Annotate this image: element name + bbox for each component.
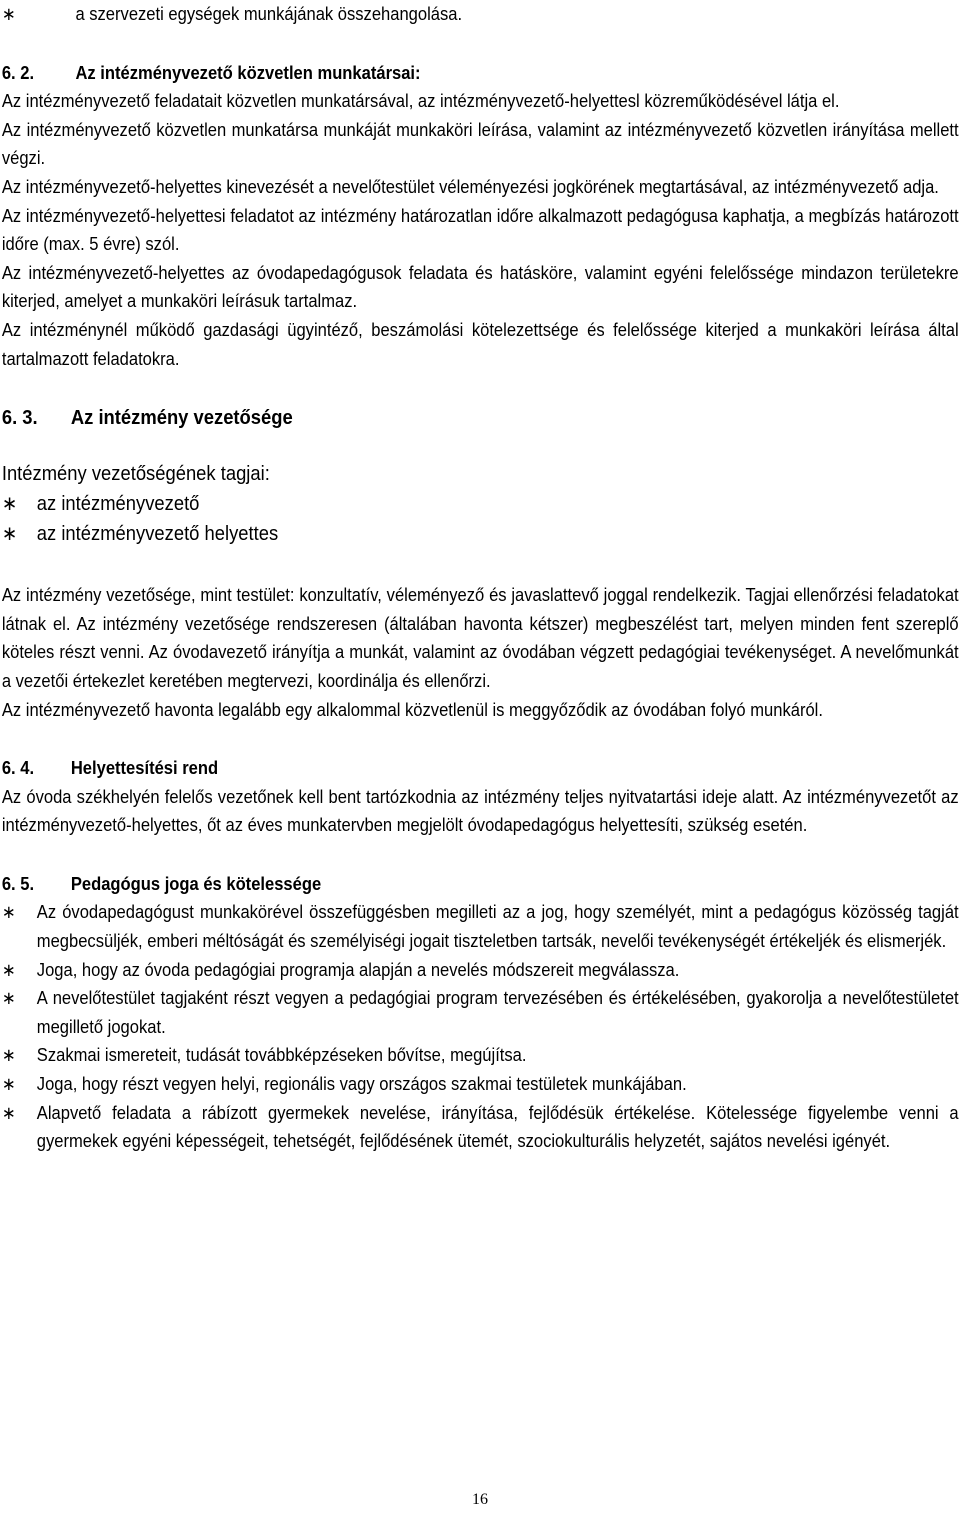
rights-text: Szakmai ismereteit, tudását továbbképzéseken bővítse, megújítsa.: [36, 1045, 527, 1066]
spacer: [2, 373, 959, 403]
bullet-asterisk-icon: ∗: [1, 1102, 16, 1123]
paragraph: Az intézmény vezetősége, mint testület: konzultatív, véleményező és javaslattevő joggal rendelkezik. Tagjai ellenőrzési feladatokat látnak el. Az intézmény vezetősége rendszeresen (általában havonta kétszer) megbeszélést tart, melyen minden fent szereplő köteles részt venni. Az óvodavezető irányítja a munkát, valamint az óvodában végzett pedagógiai tevékenységet. A nevelőmunkát a vezetői értekezlet keretében megtervezi, koordinálja és ellenőrzi.: [1, 585, 959, 691]
bullet-text: a szervezeti egységek munkájának összehangolása.: [75, 4, 463, 24]
bullet-asterisk-icon: ∗: [1, 493, 18, 516]
section-title: Az intézményvezető közvetlen munkatársai:: [75, 62, 421, 83]
bullet-asterisk-icon: ∗: [1, 1074, 16, 1095]
paragraph: Az intézményvezető-helyettesi feladatot az intézmény határozatlan időre alkalmazott pedagógusa kaphatja, a megbízás határozott időre (max. 5 évre) szól.: [1, 205, 959, 255]
rights-item: [2, 1041, 959, 1070]
rights-text: Az óvodapedagógust munkakörével összefüggésben megilleti az a jog, hogy személyét, mint a pedagógus közösség tagját megbecsüljék, emberi méltóságát és személyiségi jogait tiszteletben tartsák, nevelői tevékenységét értékeljék és elismerjék.: [36, 902, 959, 952]
bullet-asterisk-icon: ∗: [1, 959, 16, 980]
section-number: 6. 3.: [1, 407, 38, 430]
section-title: Pedagógus joga és kötelessége: [70, 873, 322, 894]
rights-item: [2, 956, 959, 985]
rights-text: A nevelőtestület tagjaként részt vegyen a pedagógiai program tervezésében és értékelésében, gyakorolja a nevelőtestületet megillető jogokat.: [36, 988, 959, 1037]
rights-text: Joga, hogy részt vegyen helyi, regionális vagy országos szakmai testületek munkájában.: [36, 1074, 687, 1095]
rights-item: [2, 1099, 959, 1156]
member-item: [2, 519, 959, 549]
paragraph: Az intézményvezető-helyettes az óvodapedagógusok feladata és hatásköre, valamint egyéni felelőssége mindazon területekre kiterjed, amelyet a munkaköri leírásuk tartalmaz.: [1, 262, 959, 312]
paragraph: Az intézményvezető feladatait közvetlen munkatársával, az intézményvezető-helyettesl közreműködésével látja el.: [1, 91, 840, 112]
section-heading-6-2: [2, 59, 959, 88]
rights-item: [2, 1070, 959, 1099]
paragraph: Az intézménynél működő gazdasági ügyintéző, beszámolási kötelezettsége és felelőssége kiterjed a munkaköri leírása által tartalmazott feladatokra.: [1, 319, 959, 369]
spacer: [2, 433, 959, 459]
spacer: [2, 29, 959, 59]
rights-text: Joga, hogy az óvoda pedagógiai programja alapján a nevelés módszereit megválassza.: [36, 959, 680, 980]
bullet-asterisk-icon: ∗: [1, 902, 16, 923]
section-number: 6. 5.: [1, 873, 35, 894]
section-heading-6-3: [2, 403, 959, 433]
member-text: az intézményvezető helyettes: [36, 523, 279, 546]
bullet-asterisk-icon: ∗: [1, 523, 18, 546]
spacer: [2, 724, 959, 754]
rights-item: [2, 984, 959, 1041]
paragraph: Az óvoda székhelyén felelős vezetőnek kell bent tartózkodnia az intézmény teljes nyitvatartási ideje alatt. Az intézményvezetőt az intézményvezető-helyettes, őt az éves munkatervben megjelölt óvodapedagógus helyettesíti, szükség esetén.: [1, 786, 959, 836]
section-heading-6-5: [2, 870, 959, 899]
spacer: [2, 549, 959, 581]
bullet-asterisk-icon: ∗: [1, 4, 16, 24]
section-number: 6. 2.: [1, 62, 35, 83]
bullet-asterisk-icon: ∗: [1, 1045, 16, 1066]
section-title: Az intézmény vezetősége: [70, 407, 293, 430]
member-text: az intézményvezető: [36, 493, 200, 516]
rights-item: [2, 898, 959, 955]
spacer: [2, 840, 959, 870]
section-title: Helyettesítési rend: [70, 758, 219, 779]
paragraph: Az intézményvezető-helyettes kinevezését a nevelőtestület véleményezési jogkörének megtartásával, az intézményvezető adja.: [1, 176, 939, 197]
bullet-asterisk-icon: ∗: [1, 988, 16, 1009]
section-number: 6. 4.: [1, 758, 35, 779]
page-number: 16: [472, 1491, 488, 1508]
members-intro: Intézmény vezetőségének tagjai:: [1, 463, 270, 486]
member-item: [2, 489, 959, 519]
section-heading-6-4: [2, 754, 959, 783]
document-body: [2, 0, 959, 1156]
bullet-item: [2, 0, 959, 29]
paragraph: Az intézményvezető havonta legalább egy alkalommal közvetlenül is meggyőződik az óvodában folyó munkáról.: [1, 699, 823, 720]
rights-text: Alapvető feladata a rábízott gyermekek nevelése, irányítása, fejlődésük értékelése. Kötelessége figyelembe venni a gyermekek egyéni képességeit, tehetségét, fejlődésének ütemét, szociokulturális helyzetét, sajátos nevelési igényét.: [36, 1102, 959, 1152]
paragraph: Az intézményvezető közvetlen munkatársa munkáját munkaköri leírása, valamint az intézményvezető közvetlen irányítása mellett végzi.: [1, 119, 959, 169]
